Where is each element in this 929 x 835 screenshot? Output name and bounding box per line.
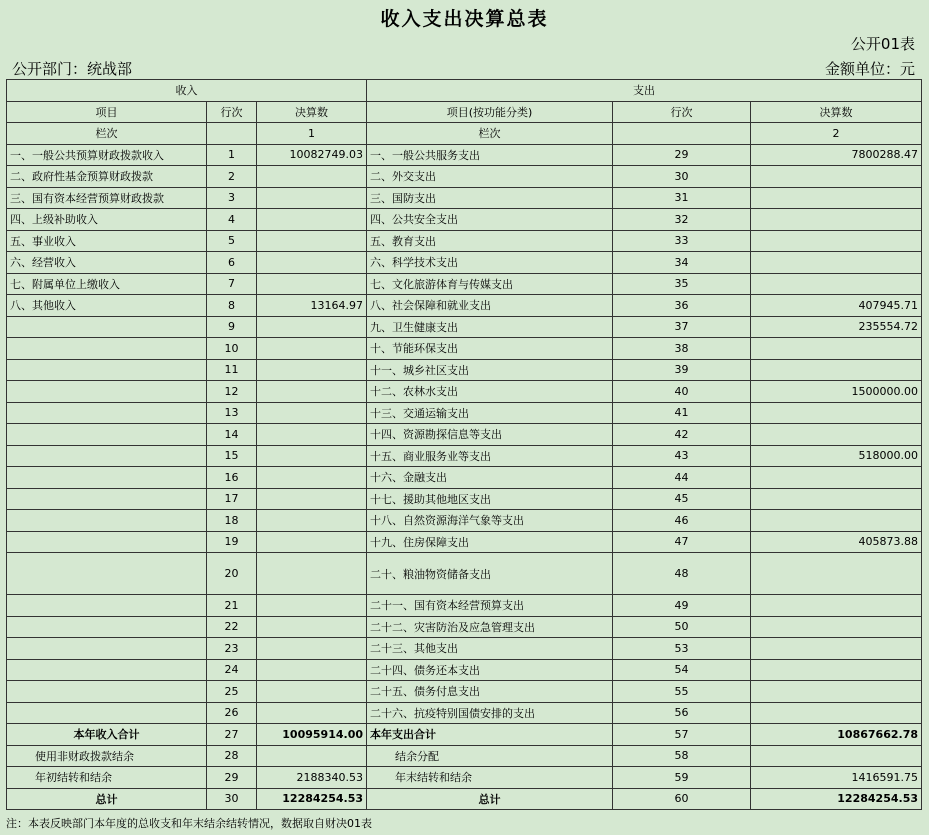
income-amount-cell <box>257 316 367 338</box>
expense-amount-cell <box>751 338 922 360</box>
income-amount-cell <box>257 230 367 252</box>
expense-item-cell: 二十、粮油物资储备支出 <box>367 553 613 595</box>
income-amount-cell <box>257 166 367 188</box>
income-amount-cell <box>257 209 367 231</box>
table-row <box>7 445 922 467</box>
income-line-cell: 30 <box>207 788 257 810</box>
income-amount-cell: 13164.97 <box>257 295 367 317</box>
expense-amount-cell <box>751 359 922 381</box>
income-amount-cell <box>257 616 367 638</box>
income-item-cell <box>7 338 207 360</box>
expense-item-cell: 二十五、债务付息支出 <box>367 681 613 703</box>
expense-line-cell: 60 <box>613 788 751 810</box>
expense-amount-cell: 405873.88 <box>751 531 922 553</box>
expense-item-cell: 结余分配 <box>367 745 613 767</box>
expense-amount-cell <box>751 702 922 724</box>
income-item-cell <box>7 702 207 724</box>
income-line-cell: 16 <box>207 467 257 489</box>
expense-line-cell: 31 <box>613 187 751 209</box>
expense-amount-cell <box>751 659 922 681</box>
expense-amount-cell <box>751 273 922 295</box>
expense-item-cell: 十七、援助其他地区支出 <box>367 488 613 510</box>
expense-item-cell: 十八、自然资源海洋气象等支出 <box>367 510 613 532</box>
expense-line-cell: 29 <box>613 144 751 166</box>
table-row <box>7 553 922 595</box>
income-section-header: 收入 <box>7 80 367 102</box>
expense-line-cell: 38 <box>613 338 751 360</box>
expense-item-cell: 八、社会保障和就业支出 <box>367 295 613 317</box>
income-amount-cell <box>257 553 367 595</box>
table-row <box>7 638 922 660</box>
income-item-cell <box>7 445 207 467</box>
income-line-cell: 11 <box>207 359 257 381</box>
expense-item-cell: 七、文化旅游体育与传媒支出 <box>367 273 613 295</box>
income-item-cell <box>7 359 207 381</box>
income-amount-cell: 12284254.53 <box>257 788 367 810</box>
income-column-label: 栏次 <box>7 123 207 145</box>
expense-line-cell: 34 <box>613 252 751 274</box>
expense-amount-cell: 235554.72 <box>751 316 922 338</box>
income-line-cell: 24 <box>207 659 257 681</box>
income-line-cell: 28 <box>207 745 257 767</box>
expense-line-cell: 58 <box>613 745 751 767</box>
income-column-number: 1 <box>257 123 367 145</box>
table-row <box>7 659 922 681</box>
income-item-cell: 一、一般公共预算财政拨款收入 <box>7 144 207 166</box>
expense-amount-cell <box>751 616 922 638</box>
income-amount-cell <box>257 252 367 274</box>
expense-line-cell: 43 <box>613 445 751 467</box>
expense-amount-cell <box>751 745 922 767</box>
income-line-cell: 25 <box>207 681 257 703</box>
expense-amount-cell <box>751 402 922 424</box>
expense-amount-cell: 518000.00 <box>751 445 922 467</box>
income-amount-cell <box>257 338 367 360</box>
income-item-cell: 年初结转和结余 <box>7 767 207 789</box>
expense-amount-cell <box>751 230 922 252</box>
income-line-cell: 6 <box>207 252 257 274</box>
expense-item-header: 项目(按功能分类) <box>367 101 613 123</box>
income-item-cell: 八、其他收入 <box>7 295 207 317</box>
expense-amount-cell <box>751 488 922 510</box>
expense-item-cell: 年末结转和结余 <box>367 767 613 789</box>
table-row <box>7 767 922 789</box>
income-amount-cell <box>257 488 367 510</box>
income-line-cell: 10 <box>207 338 257 360</box>
income-line-header: 行次 <box>207 101 257 123</box>
expense-item-cell: 一、一般公共服务支出 <box>367 144 613 166</box>
expense-amount-cell <box>751 209 922 231</box>
income-item-cell <box>7 316 207 338</box>
income-amount-cell <box>257 273 367 295</box>
income-amount-cell <box>257 402 367 424</box>
expense-line-cell: 59 <box>613 767 751 789</box>
expense-amount-cell <box>751 467 922 489</box>
table-row <box>7 488 922 510</box>
income-amount-cell <box>257 531 367 553</box>
income-amount-cell <box>257 445 367 467</box>
expense-amount-cell <box>751 424 922 446</box>
income-line-cell: 26 <box>207 702 257 724</box>
table-row <box>7 616 922 638</box>
expense-line-cell: 50 <box>613 616 751 638</box>
expense-line-cell: 57 <box>613 724 751 746</box>
table-row <box>7 402 922 424</box>
income-item-cell <box>7 616 207 638</box>
income-amount-cell: 10082749.03 <box>257 144 367 166</box>
expense-amount-cell: 1416591.75 <box>751 767 922 789</box>
income-item-header: 项目 <box>7 101 207 123</box>
expense-line-cell: 30 <box>613 166 751 188</box>
table-row <box>7 144 922 166</box>
table-row <box>7 316 922 338</box>
expense-item-cell: 二十六、抗疫特别国债安排的支出 <box>367 702 613 724</box>
expense-item-cell: 十二、农林水支出 <box>367 381 613 403</box>
table-row <box>7 381 922 403</box>
income-item-cell: 二、政府性基金预算财政拨款 <box>7 166 207 188</box>
income-item-cell: 使用非财政拨款结余 <box>7 745 207 767</box>
income-line-cell: 27 <box>207 724 257 746</box>
footnote: 注：本表反映部门本年度的总收支和年末结余结转情况，数据取自财决01表 <box>6 817 372 830</box>
expense-amount-cell: 407945.71 <box>751 295 922 317</box>
income-line-cell: 20 <box>207 553 257 595</box>
expense-line-cell: 46 <box>613 510 751 532</box>
income-line-cell: 22 <box>207 616 257 638</box>
income-item-cell <box>7 681 207 703</box>
expense-line-cell: 35 <box>613 273 751 295</box>
expense-item-cell: 三、国防支出 <box>367 187 613 209</box>
expense-item-cell: 五、教育支出 <box>367 230 613 252</box>
income-line-cell: 23 <box>207 638 257 660</box>
income-line-cell: 7 <box>207 273 257 295</box>
income-item-cell <box>7 381 207 403</box>
expense-item-cell: 六、科学技术支出 <box>367 252 613 274</box>
expense-item-cell: 四、公共安全支出 <box>367 209 613 231</box>
expense-line-cell: 53 <box>613 638 751 660</box>
income-line-cell: 19 <box>207 531 257 553</box>
income-item-cell: 五、事业收入 <box>7 230 207 252</box>
expense-line-cell: 32 <box>613 209 751 231</box>
income-expense-table <box>6 79 922 810</box>
expense-amount-cell <box>751 510 922 532</box>
expense-item-cell: 十三、交通运输支出 <box>367 402 613 424</box>
income-line-blank <box>207 123 257 145</box>
expense-amount-cell <box>751 638 922 660</box>
table-row <box>7 531 922 553</box>
income-item-cell <box>7 424 207 446</box>
income-item-cell <box>7 488 207 510</box>
expense-line-cell: 44 <box>613 467 751 489</box>
table-row <box>7 209 922 231</box>
income-amount-cell <box>257 638 367 660</box>
income-line-cell: 5 <box>207 230 257 252</box>
income-item-cell: 本年收入合计 <box>7 724 207 746</box>
expense-item-cell: 十、节能环保支出 <box>367 338 613 360</box>
expense-amount-cell: 12284254.53 <box>751 788 922 810</box>
income-line-cell: 2 <box>207 166 257 188</box>
table-row <box>7 467 922 489</box>
income-line-cell: 9 <box>207 316 257 338</box>
expense-column-label: 栏次 <box>367 123 613 145</box>
table-row <box>7 681 922 703</box>
table-row <box>7 595 922 617</box>
income-amount-cell <box>257 424 367 446</box>
income-item-cell: 三、国有资本经营预算财政拨款 <box>7 187 207 209</box>
expense-item-cell: 本年支出合计 <box>367 724 613 746</box>
expense-item-cell: 十九、住房保障支出 <box>367 531 613 553</box>
expense-amount-cell: 10867662.78 <box>751 724 922 746</box>
expense-item-cell: 二十三、其他支出 <box>367 638 613 660</box>
expense-line-header: 行次 <box>613 101 751 123</box>
income-line-cell: 3 <box>207 187 257 209</box>
income-line-cell: 13 <box>207 402 257 424</box>
page-title: 收入支出决算总表 <box>380 8 549 30</box>
table-row <box>7 702 922 724</box>
expense-amount-header: 决算数 <box>751 101 922 123</box>
expense-amount-cell <box>751 187 922 209</box>
expense-item-cell: 十一、城乡社区支出 <box>367 359 613 381</box>
income-item-cell: 四、上级补助收入 <box>7 209 207 231</box>
table-row <box>7 273 922 295</box>
expense-section-header: 支出 <box>367 80 922 102</box>
expense-item-cell: 二十二、灾害防治及应急管理支出 <box>367 616 613 638</box>
income-amount-cell <box>257 702 367 724</box>
income-line-cell: 15 <box>207 445 257 467</box>
expense-column-number: 2 <box>751 123 922 145</box>
income-item-cell <box>7 510 207 532</box>
form-code: 公开01表 <box>850 35 915 53</box>
income-item-cell <box>7 553 207 595</box>
expense-line-cell: 56 <box>613 702 751 724</box>
expense-item-cell: 九、卫生健康支出 <box>367 316 613 338</box>
expense-item-cell: 二十四、债务还本支出 <box>367 659 613 681</box>
expense-amount-cell <box>751 595 922 617</box>
department-label: 公开部门：统战部 <box>12 60 133 78</box>
expense-line-cell: 33 <box>613 230 751 252</box>
income-amount-cell <box>257 381 367 403</box>
income-item-cell <box>7 467 207 489</box>
income-amount-cell <box>257 359 367 381</box>
table-row <box>7 252 922 274</box>
expense-item-cell: 总计 <box>367 788 613 810</box>
expense-item-cell: 十六、金融支出 <box>367 467 613 489</box>
income-amount-cell: 10095914.00 <box>257 724 367 746</box>
expense-line-cell: 42 <box>613 424 751 446</box>
income-item-cell: 总计 <box>7 788 207 810</box>
expense-item-cell: 二、外交支出 <box>367 166 613 188</box>
expense-line-cell: 36 <box>613 295 751 317</box>
expense-line-cell: 45 <box>613 488 751 510</box>
expense-item-cell: 十五、商业服务业等支出 <box>367 445 613 467</box>
table-row <box>7 230 922 252</box>
income-amount-header: 决算数 <box>257 101 367 123</box>
table-row <box>7 338 922 360</box>
expense-amount-cell: 7800288.47 <box>751 144 922 166</box>
expense-amount-cell: 1500000.00 <box>751 381 922 403</box>
income-item-cell <box>7 659 207 681</box>
expense-amount-cell <box>751 252 922 274</box>
expense-line-cell: 40 <box>613 381 751 403</box>
income-amount-cell <box>257 745 367 767</box>
income-amount-cell: 2188340.53 <box>257 767 367 789</box>
income-item-cell <box>7 595 207 617</box>
table-row <box>7 295 922 317</box>
expense-item-cell: 二十一、国有资本经营预算支出 <box>367 595 613 617</box>
table-row <box>7 187 922 209</box>
table-row <box>7 166 922 188</box>
income-amount-cell <box>257 681 367 703</box>
income-line-cell: 4 <box>207 209 257 231</box>
table-row <box>7 745 922 767</box>
income-item-cell: 六、经营收入 <box>7 252 207 274</box>
expense-line-cell: 37 <box>613 316 751 338</box>
income-line-cell: 12 <box>207 381 257 403</box>
income-amount-cell <box>257 595 367 617</box>
income-amount-cell <box>257 187 367 209</box>
expense-line-blank <box>613 123 751 145</box>
income-amount-cell <box>257 467 367 489</box>
income-line-cell: 29 <box>207 767 257 789</box>
income-amount-cell <box>257 659 367 681</box>
income-item-cell <box>7 531 207 553</box>
expense-line-cell: 55 <box>613 681 751 703</box>
income-line-cell: 21 <box>207 595 257 617</box>
expense-line-cell: 48 <box>613 553 751 595</box>
expense-line-cell: 41 <box>613 402 751 424</box>
expense-line-cell: 49 <box>613 595 751 617</box>
table-row <box>7 424 922 446</box>
income-item-cell <box>7 402 207 424</box>
expense-line-cell: 54 <box>613 659 751 681</box>
income-line-cell: 1 <box>207 144 257 166</box>
income-line-cell: 14 <box>207 424 257 446</box>
expense-item-cell: 十四、资源勘探信息等支出 <box>367 424 613 446</box>
expense-line-cell: 47 <box>613 531 751 553</box>
expense-line-cell: 39 <box>613 359 751 381</box>
table-row <box>7 788 922 810</box>
table-row <box>7 510 922 532</box>
expense-amount-cell <box>751 166 922 188</box>
table-row <box>7 724 922 746</box>
income-line-cell: 18 <box>207 510 257 532</box>
expense-amount-cell <box>751 553 922 595</box>
unit-label: 金额单位：元 <box>824 60 915 78</box>
expense-amount-cell <box>751 681 922 703</box>
income-item-cell <box>7 638 207 660</box>
table-row <box>7 359 922 381</box>
income-item-cell: 七、附属单位上缴收入 <box>7 273 207 295</box>
income-line-cell: 17 <box>207 488 257 510</box>
income-amount-cell <box>257 510 367 532</box>
income-line-cell: 8 <box>207 295 257 317</box>
